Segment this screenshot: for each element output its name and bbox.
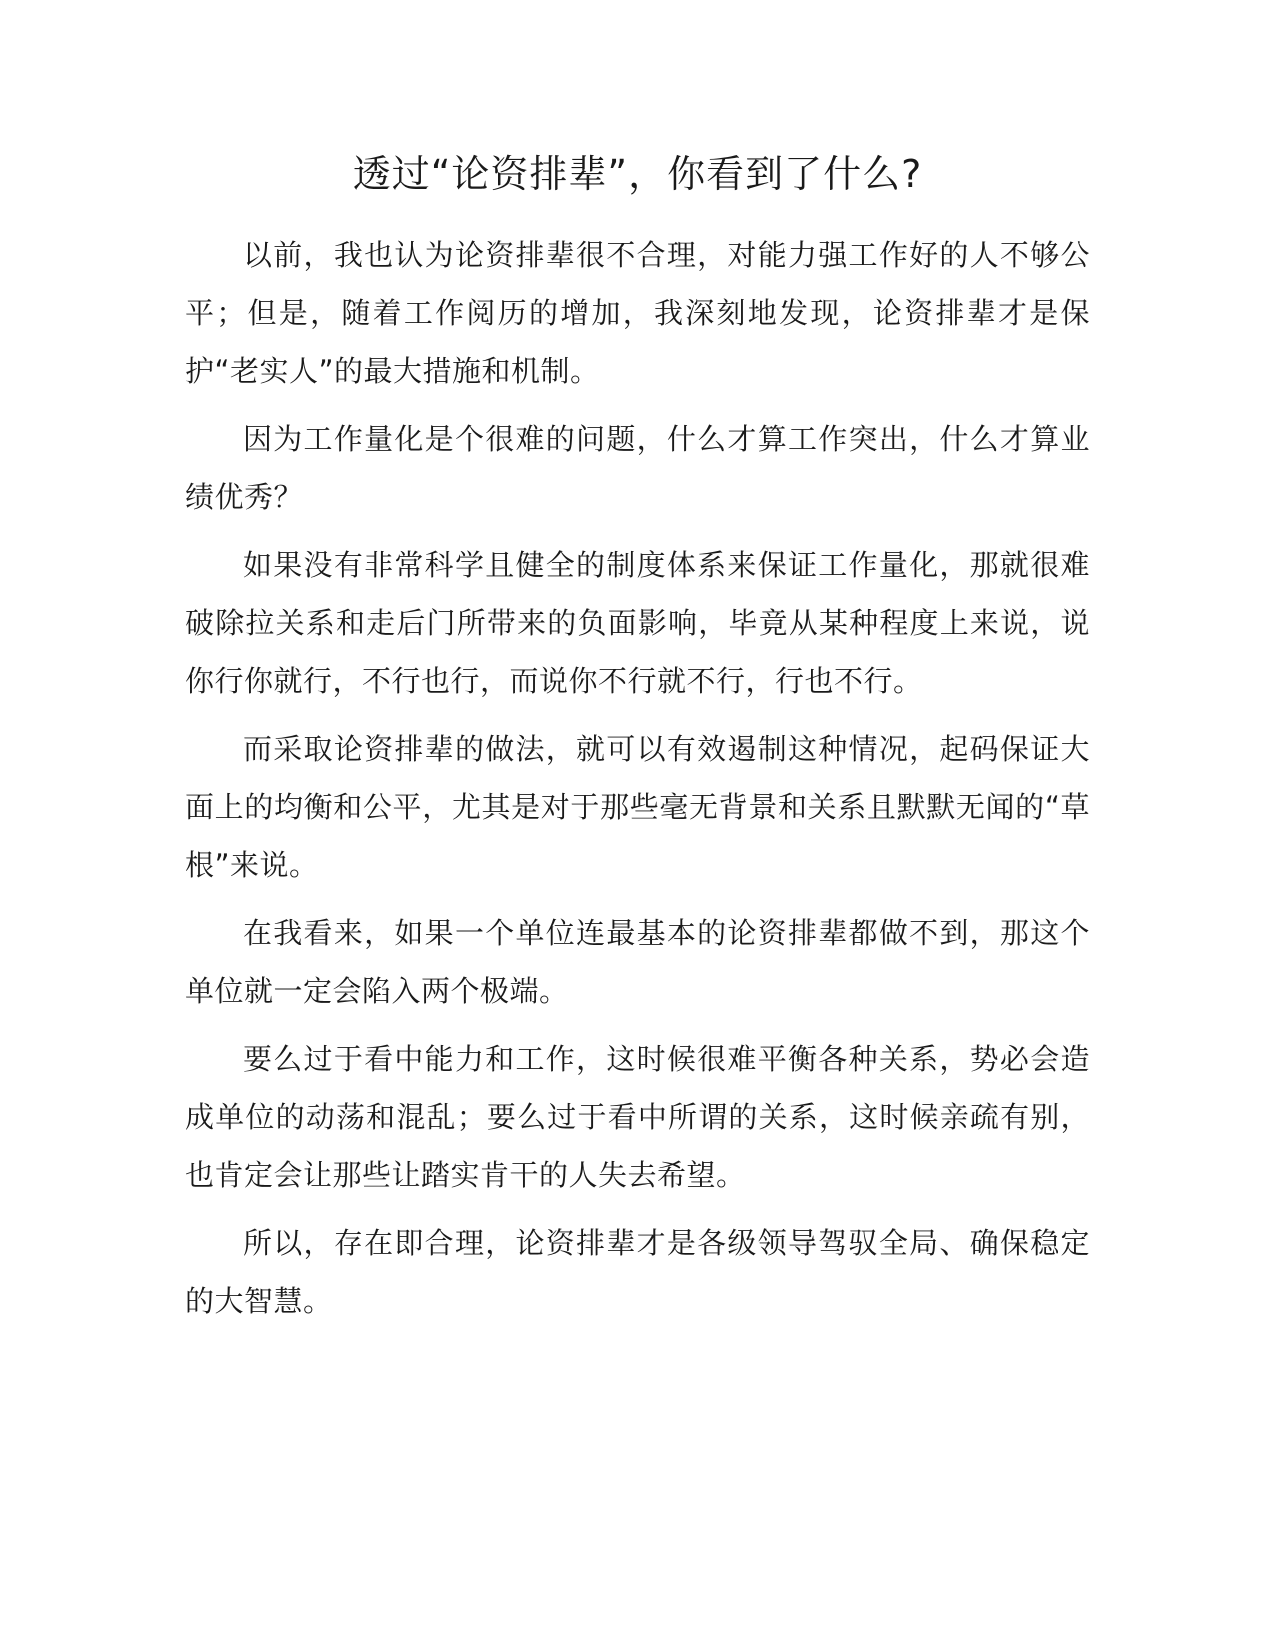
paragraph-4: 而采取论资排辈的做法，就可以有效遏制这种情况，起码保证大面上的均衡和公平，尤其是对于那些毫无背景和关系且默默无闻的“草根”来说。 [185,732,1090,882]
paragraph-6: 要么过于看中能力和工作，这时候很难平衡各种关系，势必会造成单位的动荡和混乱；要么过于看中所谓的关系，这时候亲疏有别，也肯定会让那些让踏实肯干的人失去希望。 [185,1042,1090,1192]
paragraph-2: 因为工作量化是个很难的问题，什么才算工作突出，什么才算业绩优秀？ [185,422,1090,514]
paragraph-1: 以前，我也认为论资排辈很不合理，对能力强工作好的人不够公平；但是，随着工作阅历的增加，我深刻地发现，论资排辈才是保护“老实人”的最大措施和机制。 [185,238,1090,388]
paragraph-7: 所以，存在即合理，论资排辈才是各级领导驾驭全局、确保稳定的大智慧。 [185,1226,1090,1318]
document-body [185,226,1090,1340]
document-title: 透过“论资排辈”，你看到了什么? [352,152,923,196]
paragraph-3: 如果没有非常科学且健全的制度体系来保证工作量化，那就很难破除拉关系和走后门所带来的负面影响，毕竟从某种程度上来说，说你行你就行，不行也行，而说你不行就不行，行也不行。 [185,548,1090,698]
paragraph-5: 在我看来，如果一个单位连最基本的论资排辈都做不到，那这个单位就一定会陷入两个极端。 [185,916,1090,1008]
